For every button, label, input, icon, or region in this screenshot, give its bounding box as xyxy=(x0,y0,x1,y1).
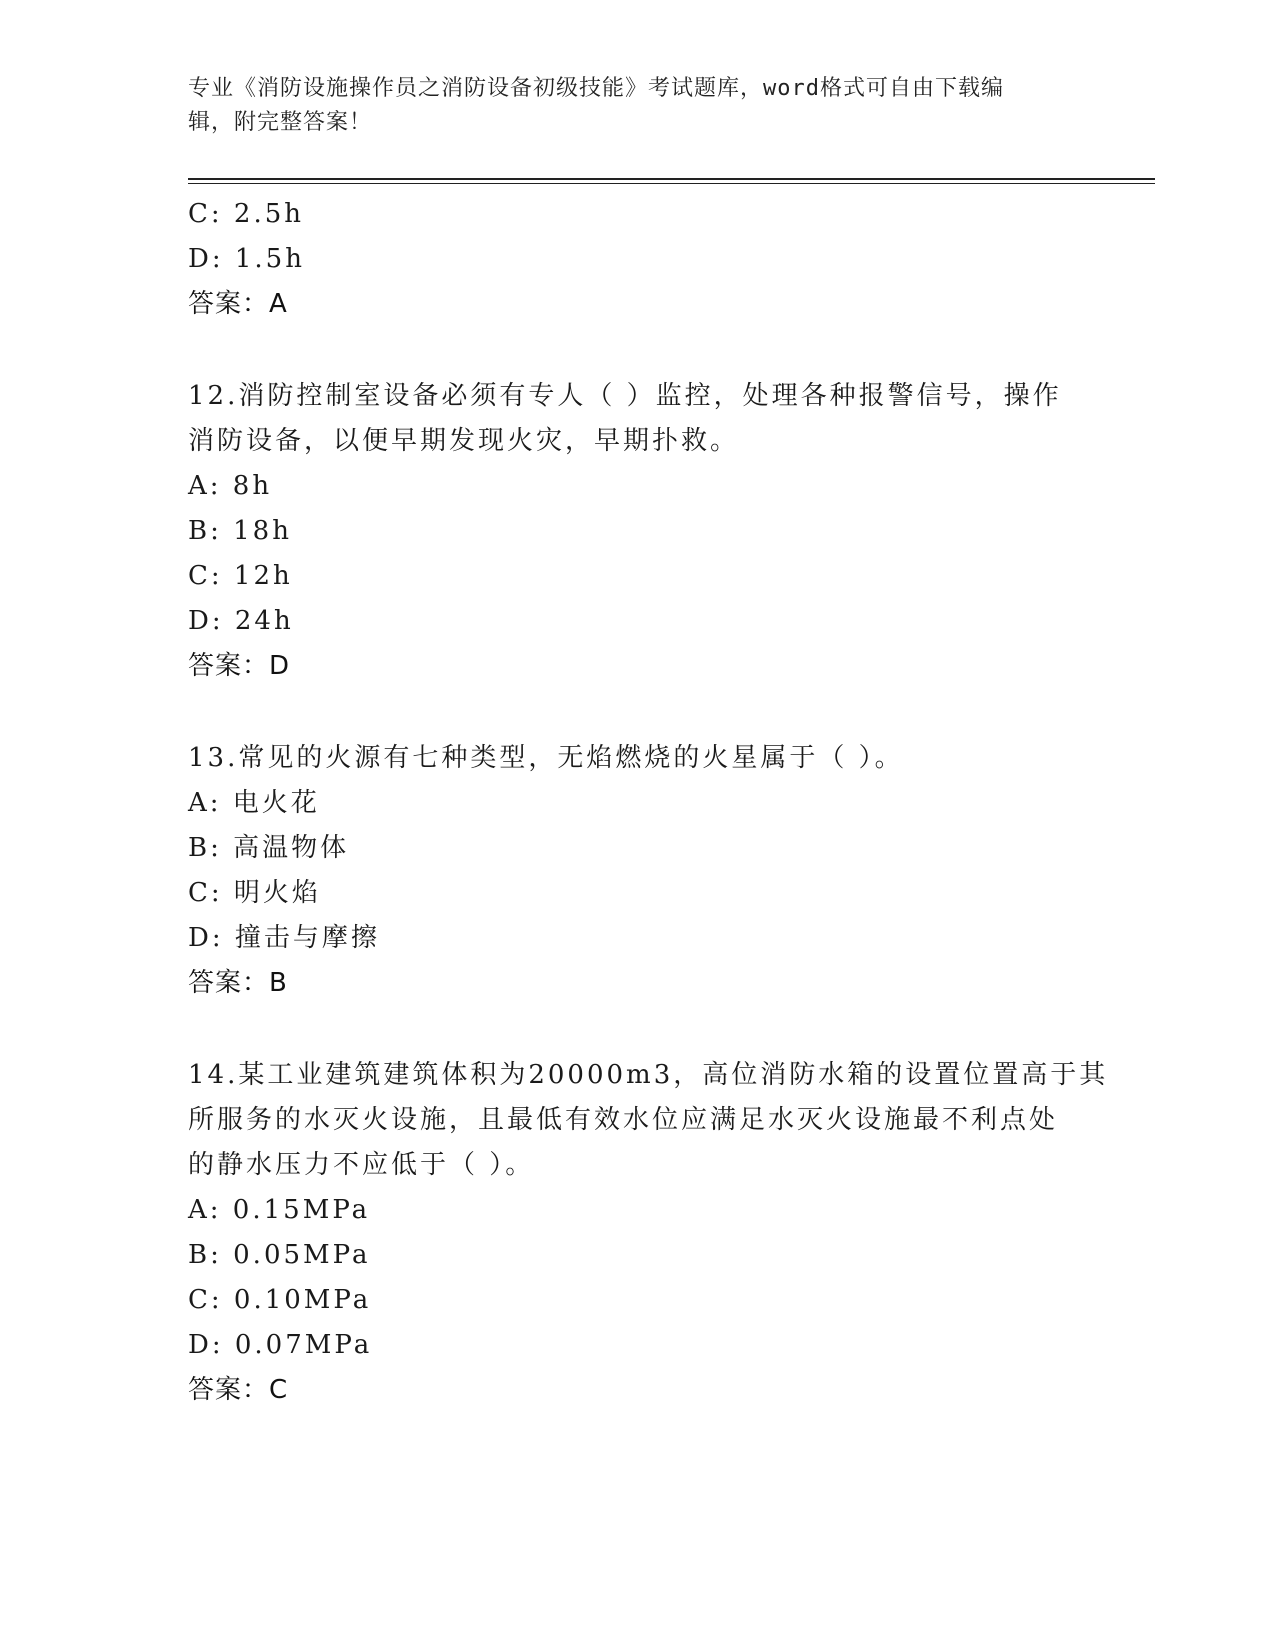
question-12 xyxy=(188,374,1088,689)
option-a: A: 8h xyxy=(188,471,273,501)
question-text-line: 消防设备，以便早期发现火灾，早期扑救。 xyxy=(188,426,740,456)
option-d: D: 1.5h xyxy=(188,244,305,274)
option-b: B: 0.05MPa xyxy=(188,1240,371,1270)
question-text-line: 13.常见的火源有七种类型，无焰燃烧的火星属于（ ）。 xyxy=(188,743,904,773)
question-14 xyxy=(188,1053,1109,1413)
header-line-1: 专业《消防设施操作员之消防设备初级技能》考试题库，word格式可自由下载编 xyxy=(188,76,1004,101)
question-text-line: 12.消防控制室设备必须有专人（ ）监控，处理各种报警信号，操作 xyxy=(188,381,1062,411)
question-13 xyxy=(188,736,1088,1006)
header-divider-thin xyxy=(188,183,1155,184)
option-c: C: 12h xyxy=(188,561,293,591)
option-c: C: 明火焰 xyxy=(188,878,321,908)
option-c: C: 0.10MPa xyxy=(188,1285,372,1315)
document-header xyxy=(188,72,1068,140)
option-a: A: 0.15MPa xyxy=(188,1195,371,1225)
option-d: D: 撞击与摩擦 xyxy=(188,923,380,953)
question-11-tail xyxy=(188,192,1088,327)
answer-line: 答案：B xyxy=(188,968,288,998)
option-b: B: 高温物体 xyxy=(188,833,350,863)
question-text-line: 的静水压力不应低于（ ）。 xyxy=(188,1150,535,1180)
answer-line: 答案：C xyxy=(188,1375,289,1405)
header-divider-thick xyxy=(188,178,1155,180)
option-a: A: 电火花 xyxy=(188,788,320,818)
answer-line: 答案：D xyxy=(188,651,291,681)
option-c: C: 2.5h xyxy=(188,199,305,229)
answer-line: 答案：A xyxy=(188,289,288,319)
question-text-line: 所服务的水灭火设施，且最低有效水位应满足水灭火设施最不利点处 xyxy=(188,1105,1059,1135)
option-b: B: 18h xyxy=(188,516,292,546)
header-line-2: 辑，附完整答案！ xyxy=(188,110,373,135)
option-d: D: 24h xyxy=(188,606,294,636)
question-text-line: 14.某工业建筑建筑体积为20000m3，高位消防水箱的设置位置高于其 xyxy=(188,1060,1109,1090)
option-d: D: 0.07MPa xyxy=(188,1330,373,1360)
question-list xyxy=(188,192,1109,1413)
